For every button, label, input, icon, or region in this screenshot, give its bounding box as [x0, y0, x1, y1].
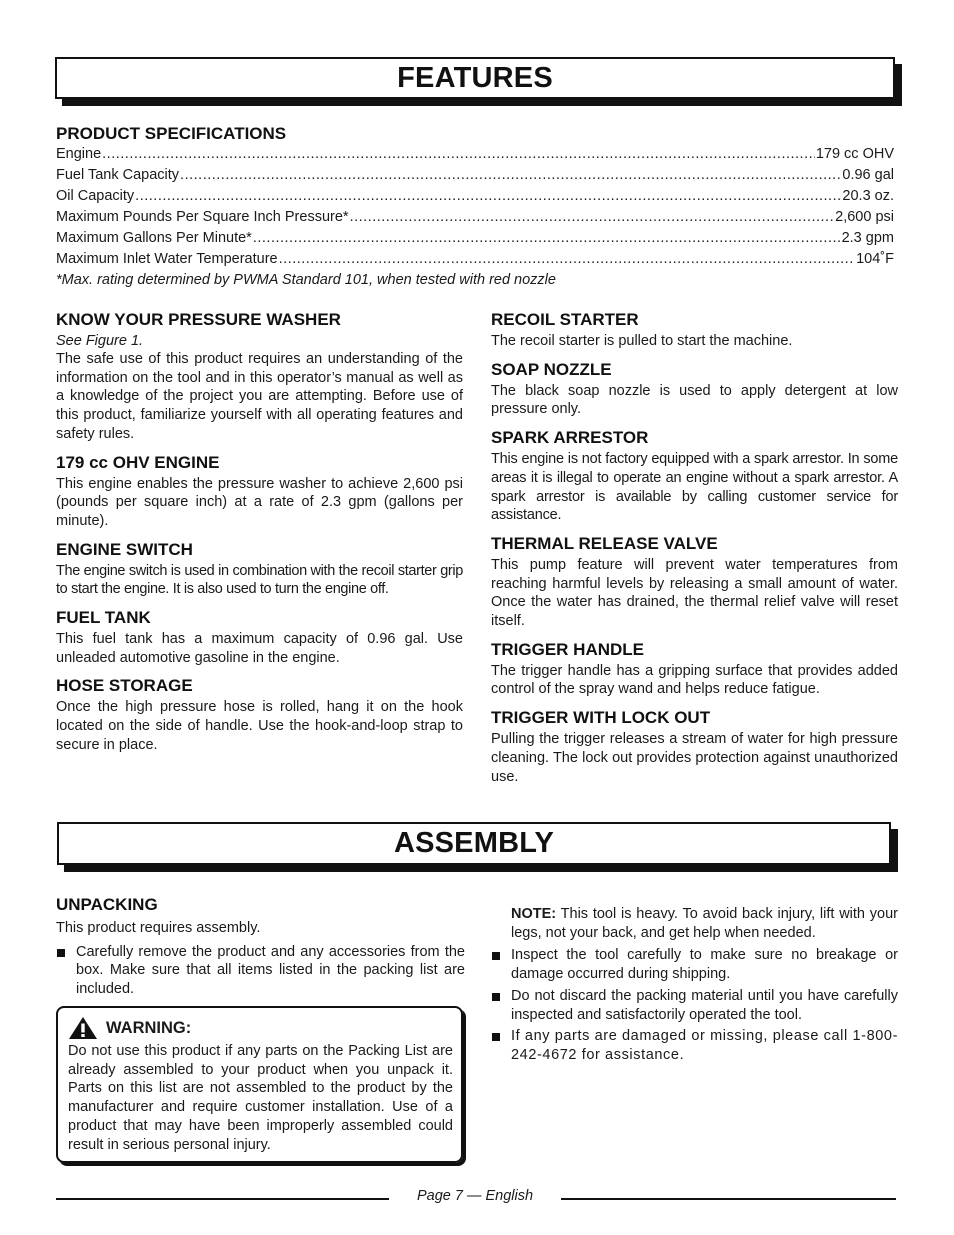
list-item [56, 943, 465, 999]
spec-value: 2,600 psi [835, 209, 894, 225]
spec-value: 20.3 oz. [842, 188, 894, 204]
section-soap-nozzle [491, 360, 898, 419]
bullet-square-icon [492, 993, 500, 1001]
bullet-text: Inspect the tool carefully to make sure no breakage or damage occurred during shipping. [511, 947, 898, 983]
page-footer [56, 1188, 896, 1208]
leader-dots [279, 249, 856, 270]
section-title: 179 cc OHV ENGINE [56, 452, 220, 472]
assembly-right-column [491, 905, 898, 1068]
spec-row [56, 144, 894, 165]
section-engine-switch [56, 540, 463, 599]
section-text: This engine enables the pressure washer to achieve 2,600 psi (pounds per square inch) at a rate of 2.3 gpm (gallons per minute). [56, 475, 463, 529]
section-recoil-starter [491, 310, 898, 351]
section-title: RECOIL STARTER [491, 310, 639, 329]
leader-dots [180, 165, 841, 186]
section-title: FUEL TANK [56, 608, 151, 628]
section-text: The engine switch is used in combination with the recoil starter grip to start the engine. It is also used to turn the engine off. [56, 562, 463, 598]
bullet-text: Do not discard the packing material until you have carefully inspected and satisfactorily operated the tool. [511, 987, 898, 1023]
section-text: The safe use of this product requires an understanding of the information on the tool and in this operator’s manual as well as a knowledge of the project you are attempting. Before use of this product, familiarize yourself with all operating features and safety rules. [56, 351, 463, 442]
spec-label: Oil Capacity [56, 188, 135, 204]
spec-label: Maximum Pounds Per Square Inch Pressure* [56, 209, 349, 225]
section-text: The recoil starter is pulled to start the machine. [491, 333, 793, 349]
section-trigger-with-lock-out [491, 708, 898, 786]
footer-rule-right [561, 1198, 896, 1200]
page-number: Page 7 — English [416, 1188, 534, 1204]
list-item [491, 987, 898, 1024]
assembly-bullets [491, 946, 898, 1064]
note [491, 905, 898, 942]
warning-header [68, 1016, 453, 1040]
features-title: FEATURES [397, 61, 553, 94]
leader-dots [350, 207, 835, 228]
note-label: NOTE: [511, 906, 557, 922]
spec-row [56, 249, 894, 270]
section-title: HOSE STORAGE [56, 676, 193, 696]
assembly-banner [57, 822, 891, 865]
section-text: The trigger handle has a gripping surface that provides added control of the spray wand and helps reduce fatigue. [491, 662, 898, 698]
unpacking-section [56, 895, 465, 1002]
leader-dots [135, 186, 841, 207]
section-text: Once the high pressure hose is rolled, hang it on the hook located on the side of handle. Use the hook-and-loop strap to secure in place. [56, 699, 463, 753]
spec-value: 104˚F [856, 251, 894, 267]
warning-title: WARNING: [106, 1018, 192, 1037]
section-title: TRIGGER HANDLE [491, 639, 644, 659]
bullet-square-icon [492, 1033, 500, 1041]
section-text: This pump feature will prevent water temperatures from reaching harmful levels by releasing a small amount of water. Once the water has drained, the thermal relief valve will reset itself. [491, 556, 898, 630]
warning-box [56, 1006, 463, 1163]
section-title: ENGINE SWITCH [56, 539, 193, 559]
section-title: KNOW YOUR PRESSURE WASHER [56, 310, 341, 329]
section-title: TRIGGER WITH LOCK OUT [491, 708, 711, 728]
spec-footnote: *Max. rating determined by PWMA Standard 101, when tested with red nozzle [56, 272, 556, 288]
spec-row [56, 228, 894, 249]
section-title: SPARK ARRESTOR [491, 428, 649, 448]
spec-value: 0.96 gal [842, 167, 894, 183]
section-title: SOAP NOZZLE [491, 359, 612, 379]
product-specifications [56, 124, 894, 291]
section-engine [56, 453, 463, 531]
spec-row [56, 165, 894, 186]
bullet-text: Carefully remove the product and any accessories from the box. Make sure that all items listed in the packing list are included. [76, 943, 465, 998]
footer-rule-left [56, 1198, 389, 1200]
list-item [491, 1027, 898, 1064]
section-spark-arrestor [491, 428, 898, 525]
section-trigger-handle [491, 640, 898, 699]
features-right-column [491, 310, 898, 795]
bullet-text: If any parts are damaged or missing, please call 1-800-242-4672 for assistance. [511, 1028, 898, 1063]
specs-title: PRODUCT SPECIFICATIONS [56, 124, 287, 143]
note-text: This tool is heavy. To avoid back injury, lift with your legs, not your back, and get help when needed. [511, 906, 898, 941]
section-fuel-tank [56, 608, 463, 667]
spec-row [56, 207, 894, 228]
spec-label: Fuel Tank Capacity [56, 167, 180, 183]
section-text: This engine is not factory equipped with a spark arrestor. In some areas it is illegal to operate an engine without a spark arrestor. A spark arrestor is available by calling customer service for assistance. [491, 451, 898, 524]
spec-value: 2.3 gpm [841, 230, 894, 246]
figure-reference: See Figure 1. [56, 333, 144, 349]
section-text: This fuel tank has a maximum capacity of 0.96 gal. Use unleaded automotive gasoline in the engine. [56, 631, 463, 666]
section-text: The black soap nozzle is used to apply detergent at low pressure only. [491, 382, 898, 418]
spec-row [56, 186, 894, 207]
bullet-square-icon [57, 949, 65, 957]
spec-label: Maximum Gallons Per Minute* [56, 230, 252, 246]
section-thermal-release-valve [491, 534, 898, 631]
unpacking-bullets [56, 943, 465, 999]
section-title: THERMAL RELEASE VALVE [491, 533, 718, 553]
features-banner [55, 57, 895, 99]
warning-triangle-icon [68, 1016, 98, 1040]
spec-label: Maximum Inlet Water Temperature [56, 251, 278, 267]
warning-text: Do not use this product if any parts on the Packing List are already assembled to your product when you unpack it. Parts on this list are not assembled to the product by the manufacturer and require customer installation. Use of a product that may have been improperly assembled could result in serious personal injury. [68, 1043, 453, 1153]
assembly-title: ASSEMBLY [393, 827, 555, 859]
list-item [491, 946, 898, 983]
section-hose-storage [56, 676, 463, 754]
section-text: Pulling the trigger releases a stream of water for high pressure cleaning. The lock out provides protection against unauthorized use. [491, 731, 898, 785]
bullet-square-icon [492, 952, 500, 960]
section-title: UNPACKING [56, 895, 158, 914]
section-know-your-pressure-washer [56, 310, 463, 444]
leader-dots [253, 228, 841, 249]
unpacking-intro: This product requires assembly. [56, 920, 261, 936]
leader-dots [102, 144, 815, 165]
spec-label: Engine [56, 146, 102, 162]
features-left-column [56, 310, 463, 764]
spec-value: 179 cc OHV [815, 146, 894, 162]
